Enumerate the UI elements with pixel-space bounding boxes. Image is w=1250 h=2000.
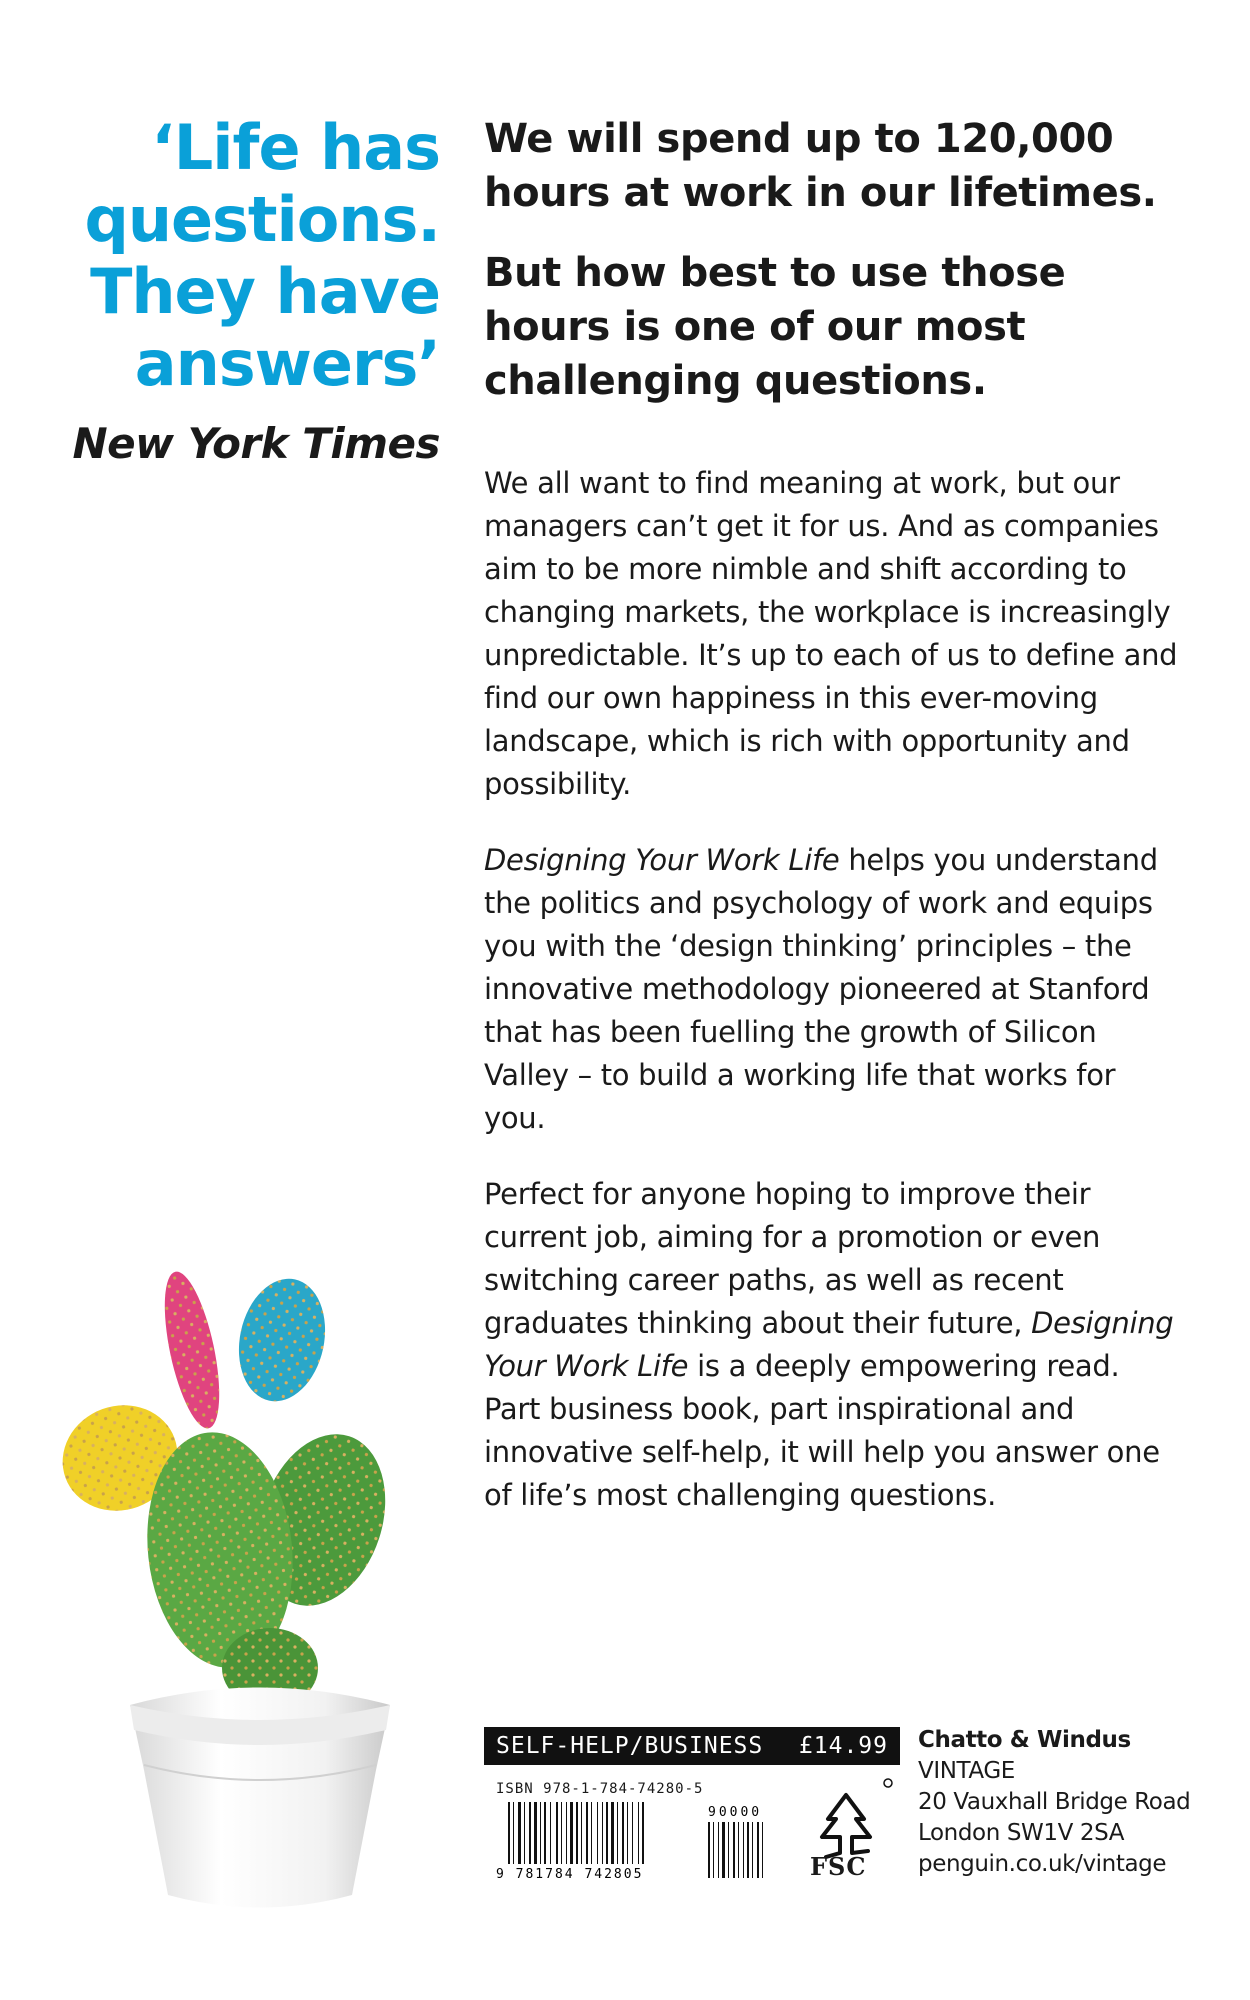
barcode-bar (713, 1822, 714, 1878)
barcode-bar (738, 1822, 739, 1878)
barcode-bar (556, 1802, 558, 1864)
body-paragraph-3-start: Perfect for anyone hoping to improve their current job, aiming for a promotion or even switching career paths, as well as recent graduates thinking about their future, (484, 1177, 1101, 1340)
barcode-bar (570, 1802, 573, 1864)
book-title: Designing Your Work Life (484, 1306, 1174, 1383)
body-paragraph-2-text: helps you understand the politics and psychology of work and equips you with the ‘design thinking’ principles – the innovative methodology pioneered at Stanford that has been fuelling the growth of Silicon Valley – to build a working life that works for you. (484, 843, 1158, 1135)
isbn-label: ISBN 978-1-784-74280-5 (496, 1781, 704, 1797)
barcode-addon-digits: 90000 (708, 1805, 763, 1820)
barcode-bar (632, 1802, 633, 1864)
barcode-bar (540, 1802, 541, 1864)
barcode (496, 1800, 786, 1880)
barcode-bar (534, 1802, 537, 1864)
publisher-website: penguin.co.uk/vintage (918, 1851, 1167, 1877)
pull-quote (60, 112, 440, 400)
publisher-address-line: London SW1V 2SA (918, 1820, 1125, 1846)
publisher-info (918, 1725, 1218, 1880)
barcode-bar (518, 1802, 521, 1864)
barcode-bar (728, 1822, 729, 1878)
barcode-bar (581, 1802, 582, 1864)
barcode-bar (733, 1822, 735, 1878)
cactus-illustration (60, 1230, 440, 1910)
barcode-bar (743, 1822, 744, 1878)
barcode-bar (622, 1802, 624, 1864)
barcode-bar (513, 1802, 514, 1864)
barcode-bar (529, 1802, 531, 1864)
blurb-column (484, 112, 1204, 1517)
barcode-bar (747, 1822, 749, 1878)
barcode-bar (611, 1802, 614, 1864)
barcode-bar (591, 1802, 592, 1864)
barcode-bar (561, 1802, 562, 1864)
barcode-bar (606, 1802, 608, 1864)
barcode-bar (708, 1822, 710, 1878)
category-label: SELF-HELP/BUSINESS (496, 1733, 764, 1759)
body-paragraph-3-text: is a deeply empowering read. Part business book, part inspirational and innovative self-help, it will help you answer one of life’s most challenging questions. (484, 1349, 1160, 1512)
barcode-bar (617, 1802, 618, 1864)
barcode-bar (627, 1802, 628, 1864)
quote-source: New York Times (72, 419, 440, 468)
publisher-line: VINTAGE (918, 1758, 1015, 1784)
pull-quote-line: ‘Life has (151, 111, 440, 184)
headline-2: But how best to use those hours is one of our most challenging questions. (484, 250, 1066, 404)
barcode-bar (544, 1802, 546, 1864)
publisher-address-line: 20 Vauxhall Bridge Road (918, 1789, 1191, 1815)
barcode-bar (762, 1822, 763, 1878)
barcode-bar (566, 1802, 567, 1864)
barcode-bar (550, 1802, 551, 1864)
category-price-bar (484, 1727, 900, 1765)
barcode-bar (722, 1822, 725, 1878)
price-label: £14.99 (798, 1733, 888, 1759)
barcode-bar (752, 1822, 753, 1878)
pull-quote-line: questions. (84, 183, 440, 256)
headline-1: We will spend up to 120,000 hours at work in our lifetimes. (484, 116, 1157, 216)
fsc-label: FSC (810, 1852, 867, 1881)
barcode-digits: 9 781784 742805 (496, 1867, 644, 1880)
pull-quote-line: They have (90, 255, 440, 328)
barcode-bar (576, 1802, 578, 1864)
barcode-bar (757, 1822, 759, 1878)
body-paragraph-3 (484, 1173, 1184, 1517)
barcode-bar (602, 1802, 603, 1864)
barcode-bar (586, 1802, 588, 1864)
barcode-bar (718, 1822, 719, 1878)
barcode-bar (642, 1802, 644, 1864)
body-paragraph-1: We all want to find meaning at work, but our managers can’t get it for us. And as companies aim to be more nimble and shift according to changing markets, the workplace is increasingly unpredictable. It’s up to each of us to define and find our own happiness in this ever-moving landscape, which is rich with opportunity and possibility. (484, 466, 1178, 801)
barcode-bar (597, 1802, 598, 1864)
barcode-bar (508, 1802, 510, 1864)
pull-quote-line: answers’ (134, 327, 440, 400)
barcode-bar (638, 1802, 639, 1864)
publisher-imprint: Chatto & Windus (918, 1727, 1131, 1753)
body-paragraph-2 (484, 839, 1184, 1140)
book-title: Designing Your Work Life (484, 843, 840, 877)
barcode-bar (524, 1802, 525, 1864)
